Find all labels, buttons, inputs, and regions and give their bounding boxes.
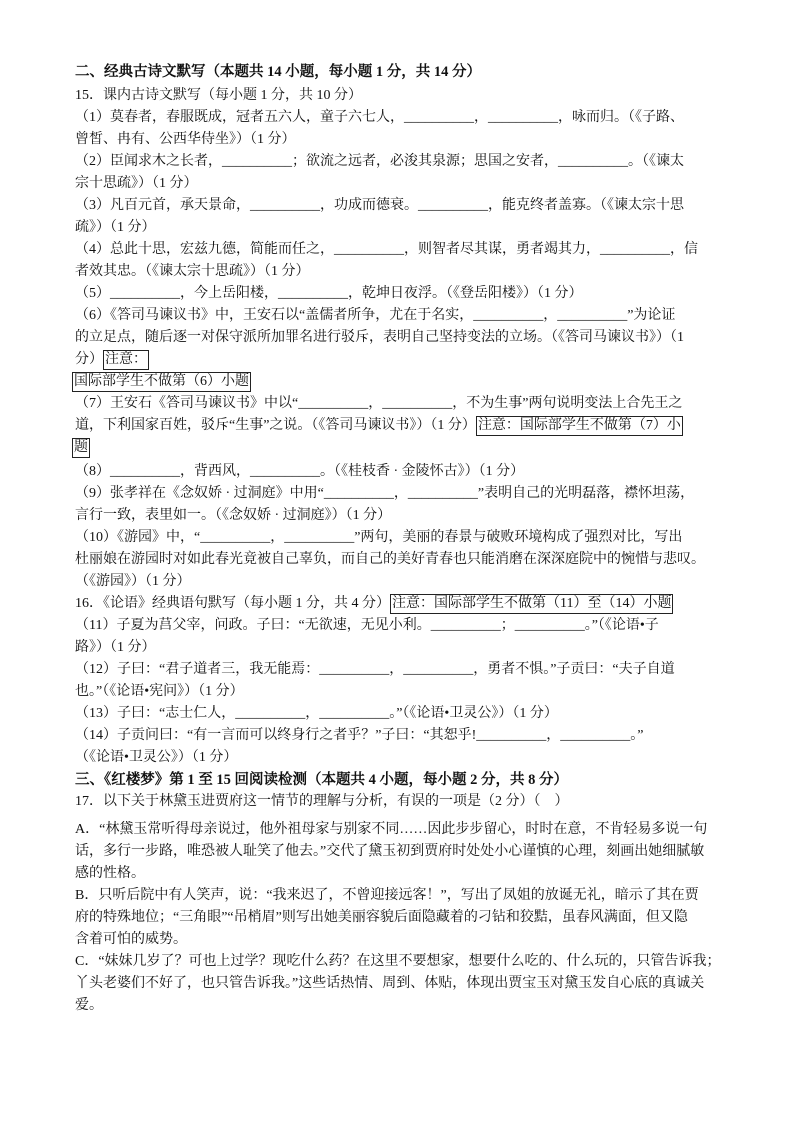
note-box-q7-end: 题 <box>72 438 90 458</box>
section-3-heading: 三、《红楼梦》第 1 至 15 回阅读检测（本题共 4 小题，每小题 2 分，共 8 分） <box>75 772 568 788</box>
q16-item-11-line-2: 路》）（1 分） <box>75 640 156 655</box>
note-box-q6-label: 注意： <box>103 350 149 370</box>
q15-item-6-line-1: （6）《答司马谏议书》中，王安石以“盖儒者所争，尤在于名实，__________，__________”为论证 <box>75 308 676 323</box>
q17-option-a-line-2: 话，多行一步路，唯恐被人耻笑了他去。”交代了黛玉初到贾府时处处小心谨慎的心理，刻画出她细腻敏 <box>75 844 705 859</box>
q17-option-b-line-2: 府的特殊地位；“三角眼”“吊梢眉”则写出她美丽容貌后面隐藏着的刁钻和狡黠，虽春风满面，但又隐 <box>75 910 688 925</box>
q17-option-a-line-3: 感的性格。 <box>75 866 145 881</box>
q15-item-2-line-1: （2）臣闻求木之长者，__________；欲流之远者，必浚其泉源；思国之安者，__________。（《谏太 <box>75 154 684 169</box>
q15-item-6-note-line <box>75 371 755 393</box>
q15-item-2-line-2: 宗十思疏》）（1 分） <box>75 176 198 191</box>
q17-option-c-line-1: C．“妹妹几岁了？可也上过学？现吃什么药？在这里不要想家，想要什么吃的、什么玩的，只管告诉我； <box>75 954 721 969</box>
note-box-q16: 注意：国际部学生不做第（11）至（14）小题 <box>390 594 673 614</box>
q15-item-4-line-2: 者效其忠。（《谏太宗十思疏》）（1 分） <box>75 264 310 279</box>
q15-item-4-line-1: （4）总此十思，宏兹九德，简能而任之，__________，则智者尽其谋，勇者竭其力，__________，信 <box>75 242 698 257</box>
q15-item-9-line-2: 言行一致，表里如一。（《念奴娇 · 过洞庭》）（1 分） <box>75 508 392 523</box>
q17-option-b-line-3: 含着可怕的威势。 <box>75 932 187 947</box>
note-box-q7: 注意：国际部学生不做第（7）小 <box>476 416 683 436</box>
q15-item-1-line-1: （1）莫春者，春服既成，冠者五六人，童子六七人，__________，__________，咏而归。（《子路、 <box>75 110 684 125</box>
section-2-heading: 二、经典古诗文默写（本题共 14 小题，每小题 1 分，共 14 分） <box>75 64 481 80</box>
q16-item-12-line-1: （12）子曰：“君子道者三，我无能焉：__________，__________，勇者不惧。”子贡曰：“夫子自道 <box>75 662 675 677</box>
q15-item-6-line-2: 的立足点，随后逐一对保守派所加罪名进行驳斥，表明自己坚持变法的立场。（《答司马谏议书》）（1 <box>75 330 684 345</box>
q15-item-6-line-3-text: 分） <box>75 352 103 367</box>
q15-item-9-line-1: （9）张孝祥在《念奴娇 · 过洞庭》中用“__________，__________”表明自己的光明磊落，襟怀坦荡， <box>75 486 695 501</box>
q15-item-7-line-2-text: 道，下利国家百姓，驳斥“生事”之说。（《答司马谏议书》）（1 分） <box>75 418 476 433</box>
q15-item-5-line-1: （5）__________，今上岳阳楼，__________，乾坤日夜浮。（《登岳阳楼》）（1 分） <box>75 286 583 301</box>
q15-item-1-line-2: 曾皙、冉有、公西华侍坐》）（1 分） <box>75 132 296 147</box>
q17-option-c-line-2: 丫头老婆们不好了，也只管告诉我。”这些话热情、周到、体贴，体现出贾宝玉对黛玉发自心底的真诚关 <box>75 976 705 991</box>
q15-item-7-note-line <box>75 437 755 459</box>
q15-item-10-line-1: （10）《游园》中，“__________，__________”两句，美丽的春景与破败环境构成了强烈对比，写出 <box>75 530 683 545</box>
q15-item-6-line-3 <box>75 349 755 371</box>
question-15-title: 15．课内古诗文默写（每小题 1 分，共 10 分） <box>75 88 362 103</box>
question-17-stem: 17．以下关于林黛玉进贾府这一情节的理解与分析，有误的一项是（2 分）（ ） <box>75 794 569 809</box>
q16-item-12-line-2: 也。”（《论语•宪问》）（1 分） <box>75 684 244 699</box>
q16-item-11-line-1: （11）子夏为莒父宰，问政。子曰：“无欲速，无见小利。__________；__________。”（《论语•子 <box>75 618 659 633</box>
q17-option-b-line-1: B．只听后院中有人笑声，说：“我来迟了，不曾迎接远客！”，写出了凤姐的放诞无礼，暗示了其在贾 <box>75 888 699 903</box>
q15-item-10-line-2: 杜丽娘在游园时对如此春光竟被自己辜负，而自己的美好青春也只能消磨在深深庭院中的惋惜与悲叹。 <box>75 552 705 567</box>
q15-item-7-line-1: （7）王安石《答司马谏议书》中以“__________，__________，不为生事”两句说明变法上合先王之 <box>75 396 683 411</box>
question-16-title-line <box>75 593 755 615</box>
q16-item-14-line-1: （14）子贡问曰：“有一言而可以终身行之者乎？”子曰：“其恕乎!__________，__________。” <box>75 728 644 743</box>
q16-item-14-line-2: （《论语•卫灵公》）（1 分） <box>75 750 238 765</box>
note-box-q6: 国际部学生不做第（6）小题 <box>72 372 251 392</box>
q15-item-3-line-1: （3）凡百元首，承天景命，__________，功成而德衰。__________，能克终者盖寡。（《谏太宗十思 <box>75 198 684 213</box>
question-16-title: 16．《论语》经典语句默写（每小题 1 分，共 4 分） <box>75 596 390 611</box>
q17-option-a-line-1: A．“林黛玉常听得母亲说过，他外祖母家与别家不同……因此步步留心，时时在意，不肯轻易多说一句 <box>75 822 708 837</box>
q15-item-7-line-2 <box>75 415 755 437</box>
q15-item-3-line-2: 疏》）（1 分） <box>75 220 156 235</box>
q16-item-13-line-1: （13）子曰：“志士仁人，__________，__________。”（《论语•卫灵公》）（1 分） <box>75 706 558 721</box>
q17-option-c-line-3: 爱。 <box>75 998 103 1013</box>
q15-item-8-line-1: （8）__________，背西风，__________。（《桂枝香 · 金陵怀古》）（1 分） <box>75 464 525 479</box>
exam-page <box>75 61 755 1017</box>
q15-item-10-line-3: （《游园》）（1 分） <box>75 574 191 589</box>
